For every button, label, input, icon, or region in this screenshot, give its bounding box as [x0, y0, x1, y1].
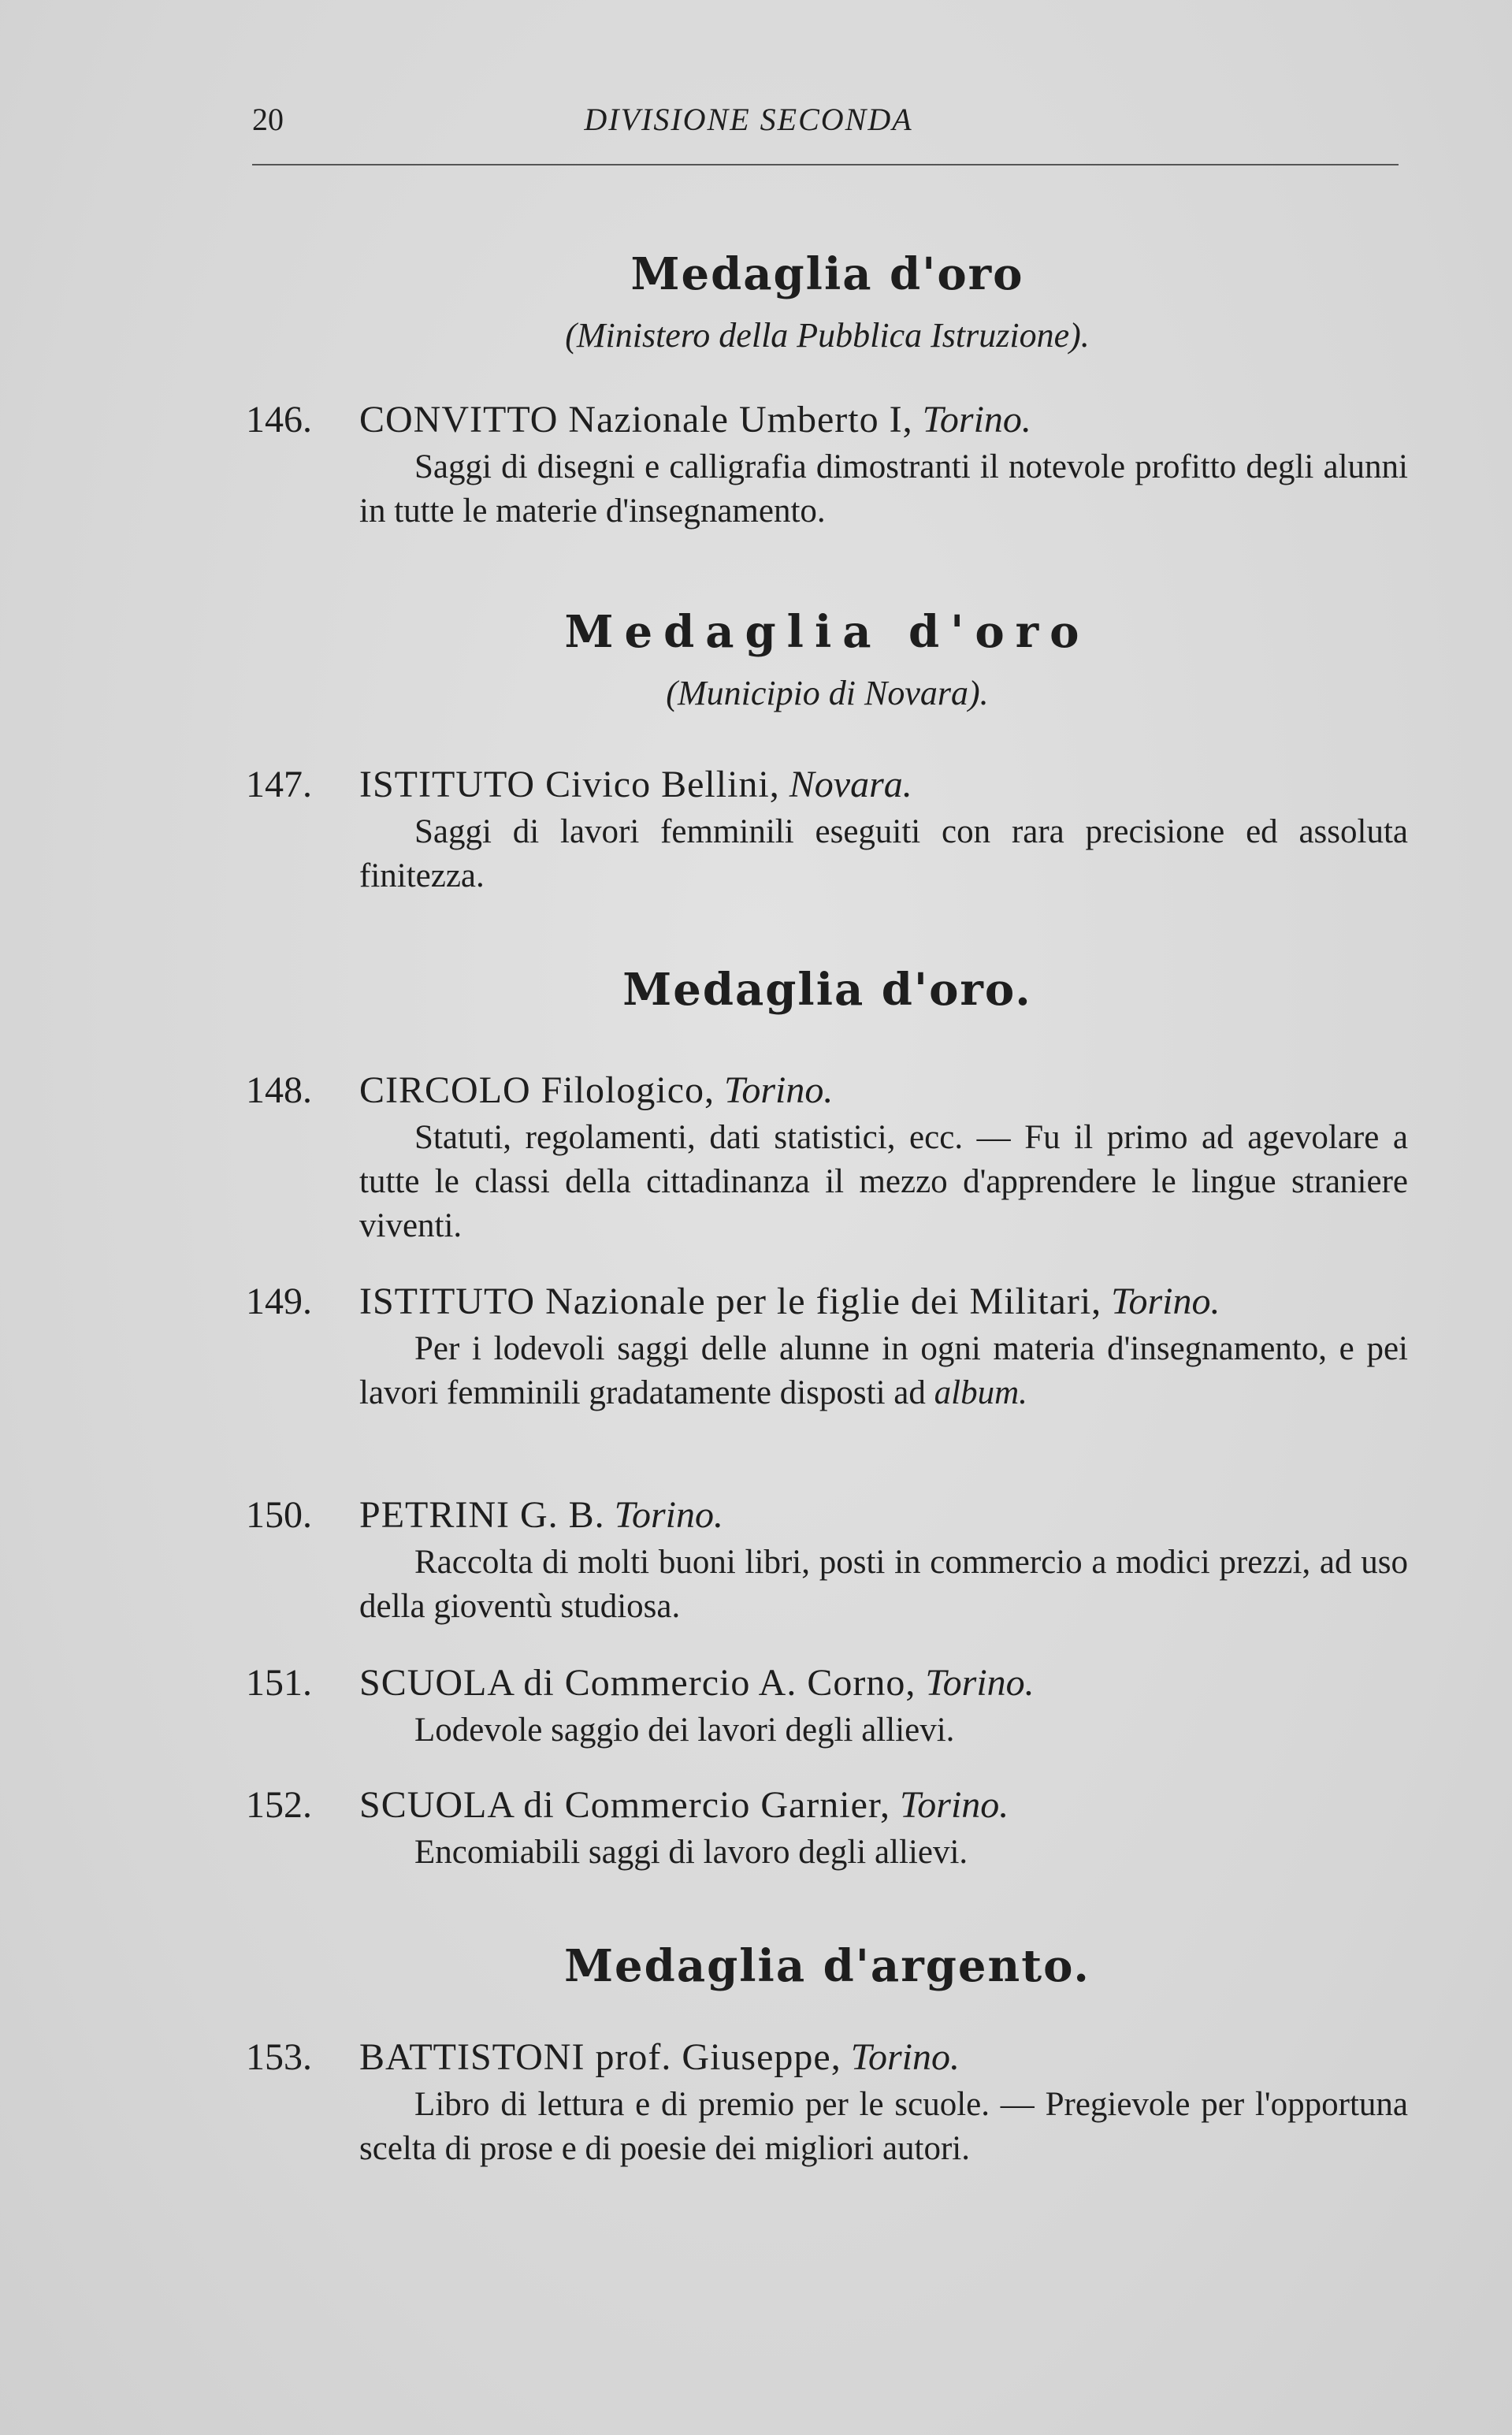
- running-title: DIVISIONE SECONDA: [584, 102, 913, 137]
- entry-number: 147.: [246, 764, 312, 805]
- sponsor-line: (Municipio di Novara).: [666, 673, 989, 712]
- entry-description: Saggi di lavori femminili eseguiti con rara precisione ed assoluta finitezza.: [359, 813, 1408, 894]
- entry-name: ISTITUTO Nazionale per le figlie dei Militari,: [359, 1281, 1102, 1322]
- award-section: [252, 1942, 1402, 1991]
- entry-name: PETRINI G. B.: [359, 1494, 605, 1536]
- entry-name: CIRCOLO Filologico,: [359, 1069, 715, 1111]
- entry-number: 152.: [246, 1784, 312, 1826]
- entry-number: 146.: [246, 399, 312, 441]
- entry-description: [359, 1327, 1408, 1415]
- entry-name: BATTISTONI prof. Giuseppe,: [359, 2036, 841, 2078]
- page-number: 20: [252, 102, 284, 137]
- medal-heading: Medaglia d'oro.: [622, 964, 1032, 1016]
- entry-name: SCUOLA di Commercio A. Corno,: [359, 1662, 916, 1704]
- list-item: [246, 1493, 1408, 1629]
- entry-city: Torino.: [922, 399, 1031, 441]
- award-section: [252, 966, 1402, 1015]
- entry-description-text: Per i lodevoli saggi delle alunne in ogni materia d'insegnamento, e pei lavori femminili gradatamente disposti ad: [359, 1330, 1408, 1411]
- entry-name: SCUOLA di Commercio Garnier,: [359, 1784, 890, 1826]
- entry-description: Saggi di disegni e calligrafia dimostranti il notevole profitto degli alunni in tutte le materie d'insegnamento.: [359, 448, 1408, 530]
- running-head: [252, 101, 1402, 148]
- medal-heading: Medaglia d'oro: [564, 606, 1090, 658]
- list-item: [246, 1783, 1408, 1875]
- entry-number: 153.: [246, 2036, 312, 2078]
- entry-heading: [246, 1783, 1408, 1827]
- entry-city: Novara.: [789, 764, 912, 805]
- list-item: [246, 1069, 1408, 1248]
- entry-description: Encomiabili saggi di lavoro degli allievi.: [414, 1834, 968, 1871]
- list-item: [246, 763, 1408, 898]
- entry-name: ISTITUTO Civico Bellini,: [359, 764, 780, 805]
- list-item: [246, 1661, 1408, 1753]
- entry-heading: [246, 398, 1408, 442]
- entry-description: Libro di lettura e di premio per le scuole. — Pregievole per l'opportuna scelta di prose e di poesie dei migliori autori.: [359, 2086, 1408, 2167]
- entry-number: 151.: [246, 1662, 312, 1704]
- sponsor-line: (Ministero della Pubblica Istruzione).: [565, 315, 1090, 355]
- entry-heading: [246, 1661, 1408, 1705]
- list-item: [246, 1280, 1408, 1415]
- entry-name: CONVITTO Nazionale Umberto I,: [359, 399, 913, 441]
- entry-city: Torino.: [925, 1662, 1035, 1704]
- award-section: [252, 608, 1402, 713]
- entry-city: Torino.: [899, 1784, 1009, 1826]
- entry-description: Statuti, regolamenti, dati statistici, ecc. — Fu il primo ad agevolare a tutte le classi della cittadinanza il mezzo d'apprendere le lingue straniere viventi.: [359, 1119, 1408, 1244]
- entry-number: 149.: [246, 1281, 312, 1322]
- entry-heading: [246, 1280, 1408, 1324]
- entry-heading: [246, 1069, 1408, 1113]
- entry-city: Torino.: [724, 1069, 834, 1111]
- entry-city: Torino.: [614, 1494, 723, 1536]
- entry-description: Raccolta di molti buoni libri, posti in commercio a modici prezzi, ad uso della gioventù studiosa.: [359, 1544, 1408, 1625]
- header-rule: [252, 164, 1399, 165]
- list-item: [246, 2035, 1408, 2171]
- entry-heading: [246, 763, 1408, 807]
- entry-description-italic: album.: [934, 1374, 1027, 1411]
- list-item: [246, 398, 1408, 533]
- entry-heading: [246, 1493, 1408, 1537]
- entry-number: 148.: [246, 1069, 312, 1111]
- entry-number: 150.: [246, 1494, 312, 1536]
- award-section: [252, 248, 1402, 355]
- entry-heading: [246, 2035, 1408, 2080]
- entry-city: Torino.: [1111, 1281, 1220, 1322]
- medal-heading: Medaglia d'oro: [630, 248, 1024, 300]
- medal-heading: Medaglia d'argento.: [564, 1940, 1090, 1992]
- entry-description: Lodevole saggio dei lavori degli allievi.: [414, 1712, 955, 1749]
- entry-city: Torino.: [850, 2036, 960, 2078]
